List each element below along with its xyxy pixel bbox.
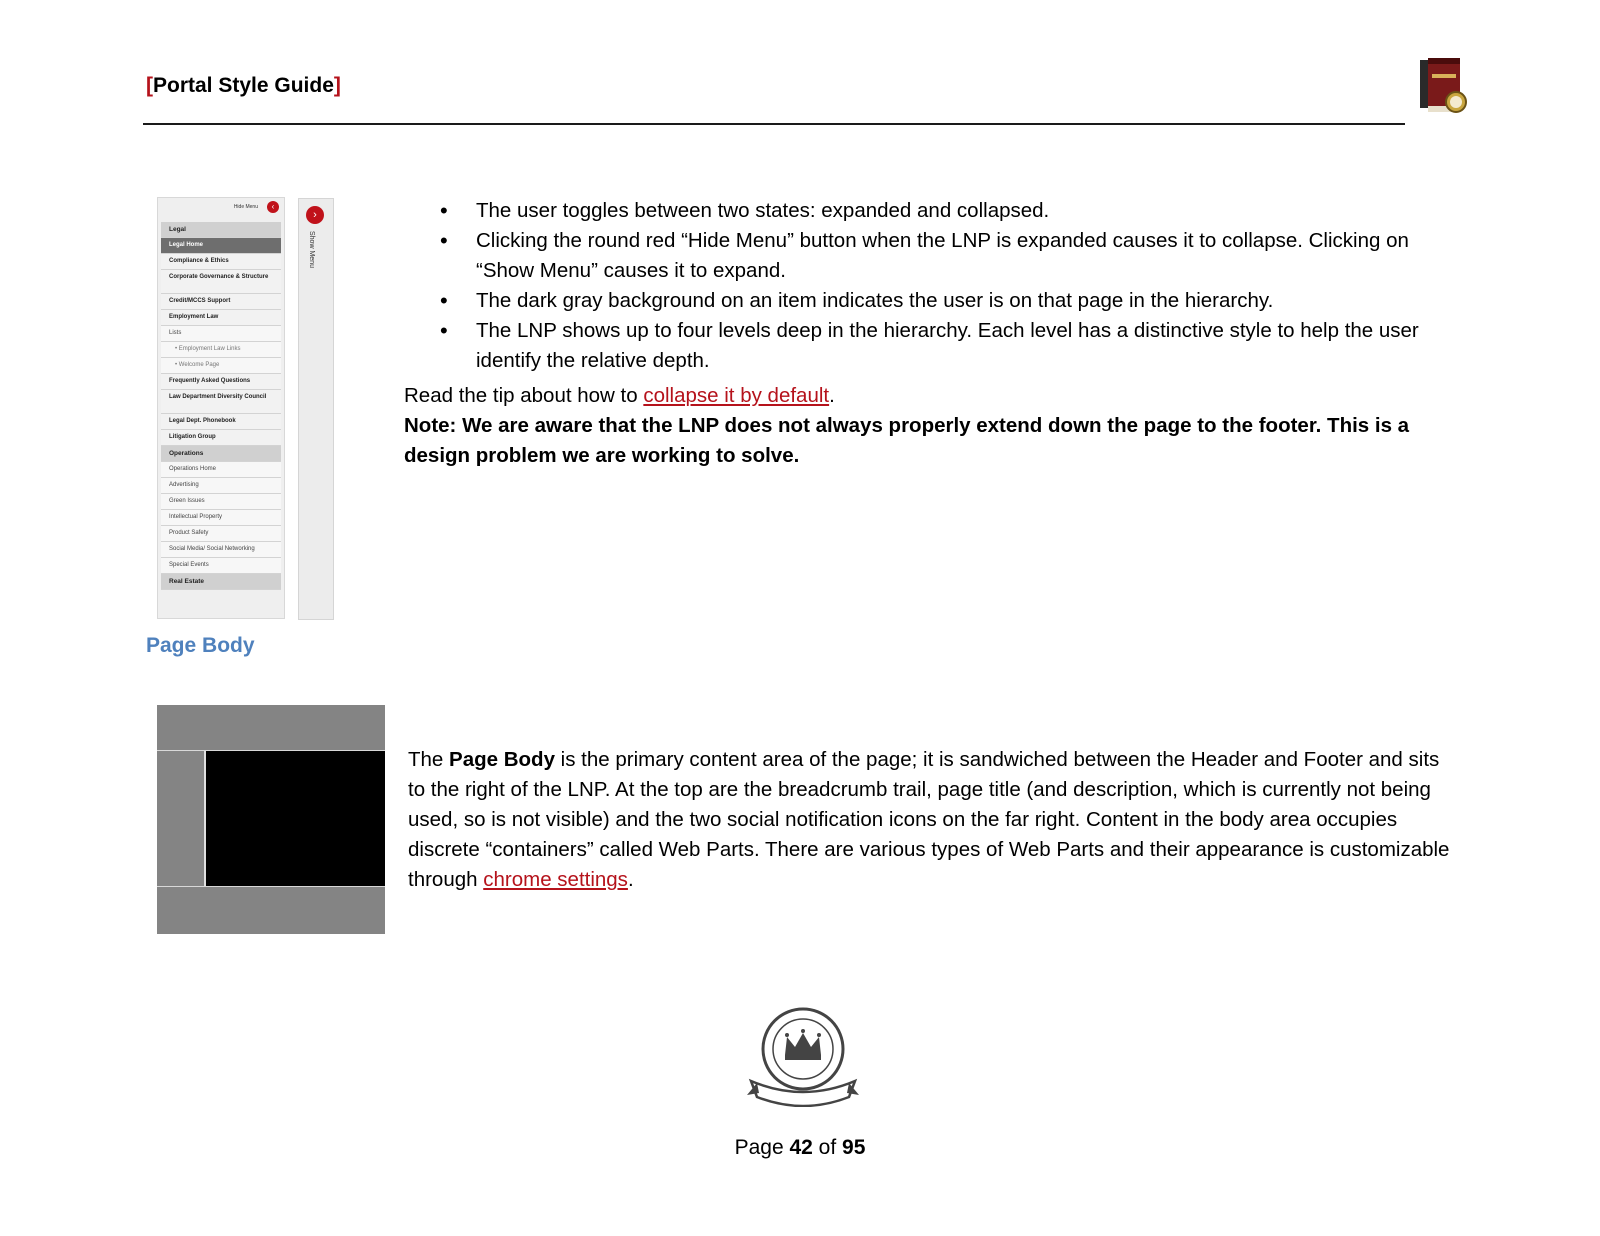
lnp-item-employment-law[interactable]: Employment Law bbox=[161, 310, 281, 326]
collapse-by-default-link[interactable]: collapse it by default bbox=[643, 384, 830, 407]
page-number bbox=[0, 1136, 1600, 1160]
bracket-close: ] bbox=[333, 74, 341, 97]
tip-sentence bbox=[404, 381, 835, 411]
bullet-item: • The dark gray background on an item indicates the user is on that page in the hierarchy. bbox=[404, 286, 1454, 316]
diagram-header-region bbox=[157, 705, 385, 751]
header-title-text: Portal Style Guide bbox=[153, 74, 334, 97]
style-guide-book-icon bbox=[1410, 56, 1472, 118]
chrome-settings-link[interactable]: chrome settings bbox=[483, 868, 628, 891]
lnp-item-product-safety[interactable]: Product Safety bbox=[161, 526, 281, 542]
page-body-description bbox=[408, 745, 1458, 895]
para-text: The bbox=[408, 748, 450, 771]
diagram-footer-region bbox=[157, 886, 385, 934]
hide-menu-button[interactable]: ‹ bbox=[267, 201, 279, 213]
current-page-number: 42 bbox=[789, 1136, 813, 1159]
lnp-behavior-list bbox=[404, 196, 1454, 376]
lnp-item-special-events[interactable]: Special Events bbox=[161, 558, 281, 574]
lnp-item-legal[interactable]: Legal bbox=[161, 222, 281, 238]
tip-suffix-text: . bbox=[829, 384, 835, 407]
lnp-item-lists[interactable]: Lists bbox=[161, 326, 281, 342]
header-divider bbox=[143, 123, 1405, 125]
lnp-item-welcome-page[interactable]: • Welcome Page bbox=[161, 358, 281, 374]
lnp-item-litigation-group[interactable]: Litigation Group bbox=[161, 430, 281, 446]
page-body-layout-diagram bbox=[157, 705, 385, 933]
bullet-item: • Clicking the round red “Hide Menu” button when the LNP is expanded causes it to collapse. Clicking on “Show Menu” causes it to expand. bbox=[404, 226, 1454, 286]
lnp-item-corporate-governance[interactable]: Corporate Governance & Structure bbox=[161, 270, 281, 294]
lnp-expanded-screenshot bbox=[157, 197, 285, 619]
lnp-item-credit-support[interactable]: Credit/MCCS Support bbox=[161, 294, 281, 310]
para-text: is the primary content area of the page; it is sandwiched between the Header and Footer and sits to the right of the LNP. At the top are the breadcrumb trail, page title (and description, which is currently not being used, so is not visible) and the two social notification icons on the far right. Content in the body area occupies discrete “containers” called Web Parts. There are various types of Web Parts and their appearance is customizable through bbox=[408, 748, 1450, 891]
tip-prefix-text: Read the tip about how to bbox=[404, 384, 644, 407]
page-prefix-text: Page bbox=[734, 1136, 790, 1159]
diagram-lnp-region bbox=[157, 751, 206, 886]
section-heading-page-body: Page Body bbox=[146, 634, 255, 657]
total-page-count: 95 bbox=[842, 1136, 866, 1159]
lnp-item-phonebook[interactable]: Legal Dept. Phonebook bbox=[161, 414, 281, 430]
bullet-item: • The LNP shows up to four levels deep in the hierarchy. Each level has a distinctive style to help the user identify the relative depth. bbox=[404, 316, 1454, 376]
lnp-collapsed-screenshot bbox=[298, 198, 334, 620]
lnp-nav-list bbox=[161, 222, 281, 590]
lnp-item-advertising[interactable]: Advertising bbox=[161, 478, 281, 494]
page-of-text: of bbox=[812, 1136, 843, 1159]
lnp-item-compliance[interactable]: Compliance & Ethics bbox=[161, 254, 281, 270]
lnp-item-social-media[interactable]: Social Media/ Social Networking bbox=[161, 542, 281, 558]
bullet-item: • The user toggles between two states: expanded and collapsed. bbox=[404, 196, 1454, 226]
lnp-item-real-estate[interactable]: Real Estate bbox=[161, 574, 281, 590]
show-menu-button[interactable]: › bbox=[306, 206, 324, 224]
para-bold-term: Page Body bbox=[449, 748, 555, 771]
show-menu-label: Show Menu bbox=[308, 231, 315, 268]
lnp-item-intellectual-property[interactable]: Intellectual Property bbox=[161, 510, 281, 526]
lnp-item-green-issues[interactable]: Green Issues bbox=[161, 494, 281, 510]
enterprise-portal-team-seal-logo bbox=[743, 1003, 863, 1107]
bracket-open: [ bbox=[146, 74, 153, 97]
lnp-note: Note: We are aware that the LNP does not always properly extend down the page to the footer. This is a design problem we are working to solve. bbox=[404, 414, 1410, 467]
lnp-item-diversity-council[interactable]: Law Department Diversity Council bbox=[161, 390, 281, 414]
lnp-item-operations-home[interactable]: Operations Home bbox=[161, 462, 281, 478]
para-text: . bbox=[627, 868, 634, 891]
lnp-item-operations[interactable]: Operations bbox=[161, 446, 281, 462]
lnp-item-legal-home[interactable]: Legal Home bbox=[161, 238, 281, 254]
document-header-title bbox=[146, 74, 341, 98]
hide-menu-label: Hide Menu bbox=[233, 204, 258, 210]
diagram-body-region bbox=[206, 751, 385, 886]
lnp-item-employment-law-links[interactable]: • Employment Law Links bbox=[161, 342, 281, 358]
lnp-item-faq[interactable]: Frequently Asked Questions bbox=[161, 374, 281, 390]
